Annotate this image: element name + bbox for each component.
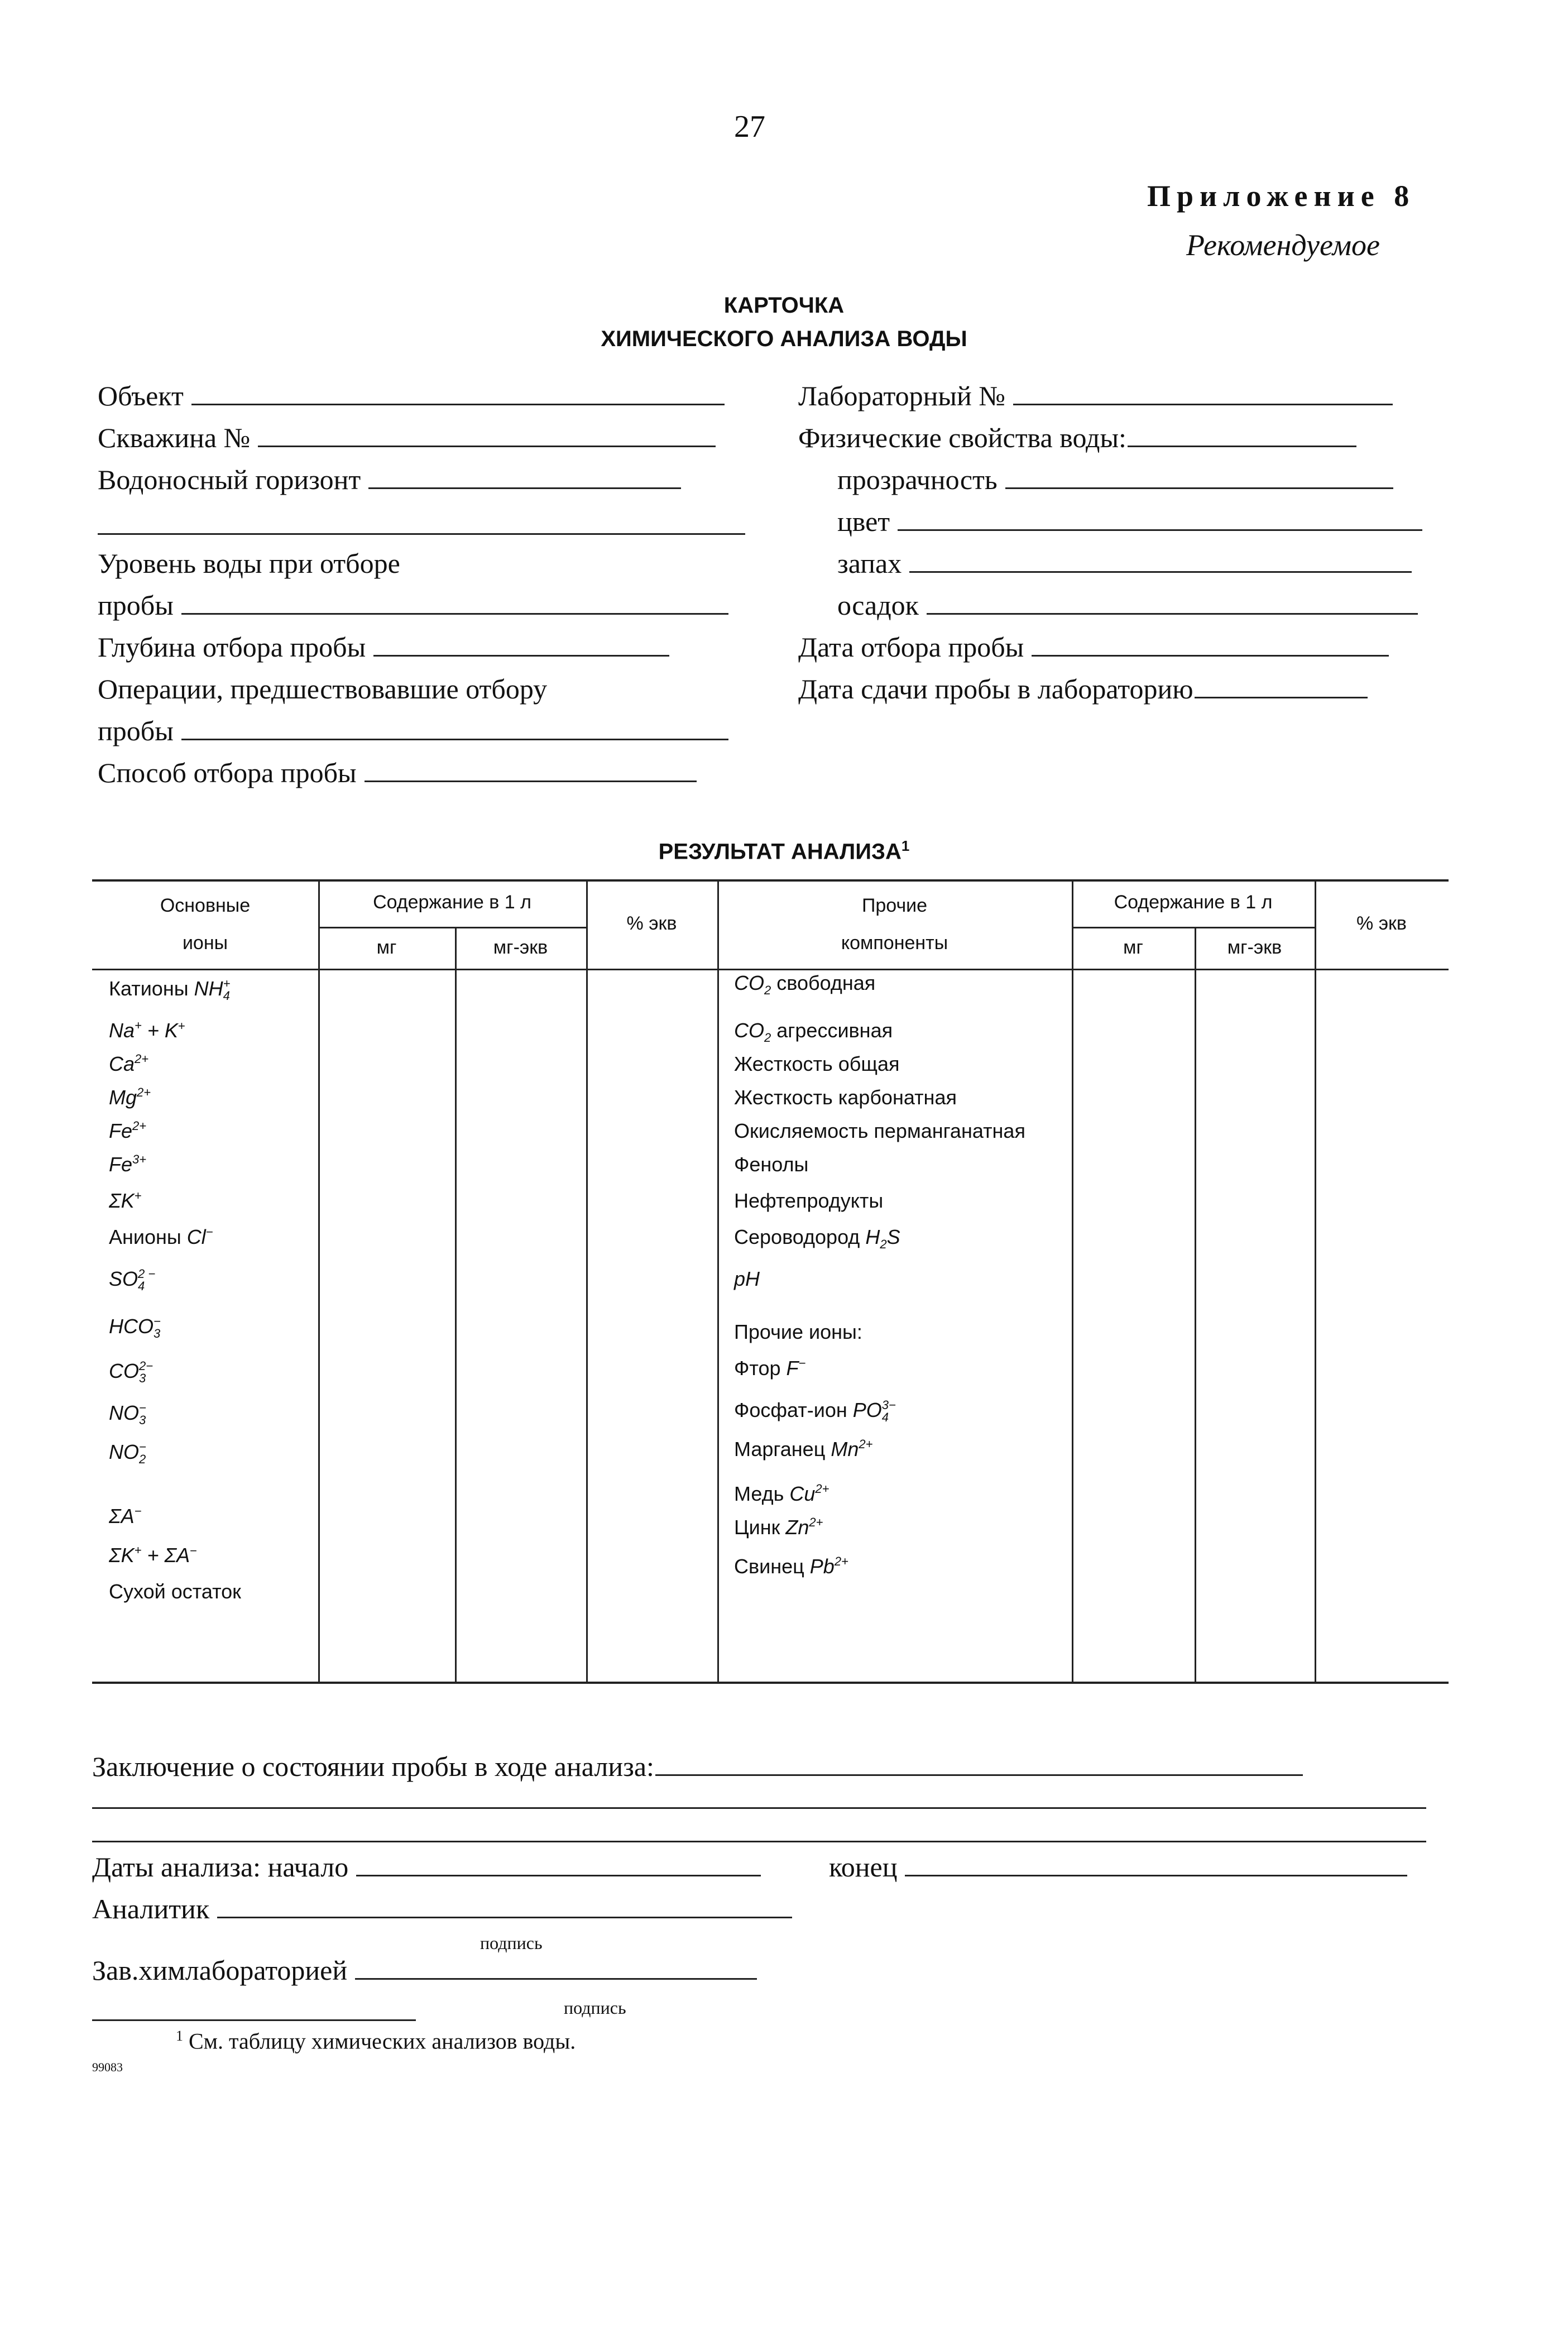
ion-row bbox=[109, 1505, 141, 1530]
row-formula: NO bbox=[109, 1440, 139, 1463]
color-line[interactable] bbox=[898, 529, 1422, 531]
formula-charge bbox=[764, 1019, 771, 1032]
formula-charge: − bbox=[798, 1356, 806, 1371]
ion-row bbox=[109, 1019, 185, 1044]
row-formula: HCO bbox=[109, 1315, 154, 1338]
method-label: Способ отбора пробы bbox=[98, 757, 357, 788]
footnote-mark: 1 bbox=[176, 2028, 183, 2044]
header-mgeq-right: мг-экв bbox=[1227, 937, 1282, 958]
formula-charge: + bbox=[134, 1543, 142, 1558]
delivery-date-line[interactable] bbox=[1195, 697, 1368, 698]
ion-row bbox=[109, 1225, 213, 1251]
row-label: Фенолы bbox=[734, 1153, 809, 1176]
formula-index bbox=[135, 1517, 142, 1530]
formula-charge: 2+ bbox=[815, 1482, 829, 1496]
lab-no-line[interactable] bbox=[1013, 404, 1393, 405]
row-formula: ΣK bbox=[109, 1189, 135, 1212]
date-end-line[interactable] bbox=[905, 1875, 1407, 1876]
row-formula: pH bbox=[734, 1267, 760, 1290]
component-row bbox=[734, 1153, 808, 1176]
smell-label: запах bbox=[837, 548, 902, 579]
conclusion-line-3[interactable] bbox=[92, 1841, 1426, 1842]
formula-charge: 2+ bbox=[137, 1085, 151, 1100]
component-row bbox=[734, 1225, 900, 1251]
row-formula-tail: S bbox=[886, 1225, 900, 1248]
row-label: Медь bbox=[734, 1482, 790, 1505]
row-formula: Fe bbox=[109, 1153, 133, 1176]
card-title-line1: КАРТОЧКА bbox=[723, 293, 845, 318]
header-mg-left: мг bbox=[376, 937, 397, 958]
date-start-line[interactable] bbox=[356, 1875, 761, 1876]
well-field[interactable] bbox=[98, 422, 716, 454]
row-label: Жесткость карбонатная bbox=[734, 1086, 957, 1109]
component-row bbox=[734, 1189, 883, 1213]
header-content-right: Содержание в 1 л bbox=[1114, 892, 1273, 913]
depth-label: Глубина отбора пробы bbox=[98, 631, 366, 663]
formula-charge: − bbox=[190, 1544, 197, 1558]
row-formula: H bbox=[865, 1225, 880, 1248]
conclusion-line[interactable] bbox=[655, 1774, 1303, 1776]
row-formula: Cl bbox=[186, 1225, 206, 1248]
row-label: Фосфат-ион bbox=[734, 1399, 853, 1421]
footnote bbox=[176, 2028, 576, 2054]
ion-row bbox=[109, 1267, 155, 1292]
formula-index: 2 bbox=[880, 1237, 887, 1252]
formula-index bbox=[135, 1202, 142, 1214]
formula-charge: 2+ bbox=[834, 1554, 848, 1569]
date-end-field[interactable] bbox=[829, 1851, 1407, 1883]
formula-charge: + bbox=[223, 976, 231, 991]
header-mgeq-left: мг-экв bbox=[493, 937, 548, 958]
sample-date-line[interactable] bbox=[1032, 655, 1389, 657]
ion-row bbox=[109, 1544, 197, 1569]
row-formula: Mg bbox=[109, 1086, 137, 1109]
row-formula: Ca bbox=[109, 1052, 135, 1075]
ion-row bbox=[109, 1086, 151, 1111]
component-row bbox=[734, 1357, 805, 1382]
physical-label: Физические свойства воды: bbox=[798, 422, 1126, 453]
formula-charge: − bbox=[154, 1314, 161, 1329]
formula-index: 2 bbox=[764, 1031, 771, 1045]
formula-charge: 3+ bbox=[132, 1152, 147, 1167]
formula-charge bbox=[880, 1226, 886, 1238]
lab-no-label: Лабораторный № bbox=[798, 380, 1005, 411]
header-mg-right: мг bbox=[1123, 937, 1143, 958]
aquifer-extra-line[interactable] bbox=[98, 533, 745, 535]
conclusion-label: Заключение о состоянии пробы в ходе анализа: bbox=[92, 1751, 654, 1782]
formula-index: 4 bbox=[223, 989, 230, 1003]
formula-index bbox=[835, 1568, 848, 1580]
results-table bbox=[92, 879, 1449, 1683]
delivery-date-label: Дата сдачи пробы в лабораторию bbox=[798, 673, 1193, 705]
formula-charge: 2+ bbox=[135, 1052, 149, 1066]
results-title-text: РЕЗУЛЬТАТ АНАЛИЗА bbox=[658, 839, 902, 864]
row-label: Нефтепродукты bbox=[734, 1189, 884, 1212]
conclusion-line-2[interactable] bbox=[92, 1807, 1426, 1809]
row-formula: F bbox=[786, 1357, 799, 1380]
header-content-left: Содержание в 1 л bbox=[373, 892, 531, 913]
operations-text-1: Операции, предшествовавшие отбору bbox=[98, 673, 548, 705]
header-other-1: Прочие bbox=[861, 895, 928, 916]
header-pct-right: % экв bbox=[1356, 913, 1407, 934]
analyst-label: Аналитик bbox=[92, 1893, 210, 1924]
signature-caption-1: подпись bbox=[480, 1933, 543, 1953]
sample-date-label: Дата отбора пробы bbox=[798, 631, 1024, 663]
date-start-label: Даты анализа: начало bbox=[92, 1851, 349, 1883]
formula-charge: − bbox=[139, 1440, 146, 1454]
row-formula: Pb bbox=[809, 1555, 835, 1578]
sediment-label: осадок bbox=[837, 590, 919, 621]
document-code: 99083 bbox=[92, 2060, 123, 2074]
formula-charge: + bbox=[134, 1189, 142, 1203]
depth-line[interactable] bbox=[373, 655, 669, 657]
component-row bbox=[734, 1320, 862, 1344]
header-other-2: компоненты bbox=[841, 932, 948, 954]
ion-row bbox=[109, 1580, 241, 1603]
appendix-status: Рекомендуемое bbox=[1186, 228, 1380, 262]
row-label: Анионы bbox=[109, 1225, 187, 1248]
component-row bbox=[734, 1399, 896, 1424]
row-formula: Mn bbox=[831, 1438, 859, 1461]
aquifer-field[interactable] bbox=[98, 463, 681, 496]
water-level-text-1: Уровень воды при отборе bbox=[98, 548, 400, 579]
row-formula: Na bbox=[109, 1019, 135, 1042]
row-label: Фтор bbox=[734, 1357, 787, 1380]
formula-charge: + bbox=[135, 1018, 142, 1033]
row-formula: ΣK bbox=[109, 1544, 135, 1567]
card-title-line2: ХИМИЧЕСКОГО АНАЛИЗА ВОДЫ bbox=[601, 327, 967, 351]
ion-row bbox=[109, 1153, 146, 1178]
smell-field[interactable] bbox=[837, 547, 1412, 580]
formula-index bbox=[206, 1238, 213, 1251]
ion-row bbox=[109, 1315, 161, 1340]
depth-field[interactable] bbox=[98, 631, 669, 663]
color-label: цвет bbox=[837, 506, 890, 537]
row-formula: CO bbox=[734, 1019, 764, 1042]
water-level-text-2: пробы bbox=[98, 590, 174, 621]
transparency-line[interactable] bbox=[1005, 487, 1393, 489]
formula-charge: 2− bbox=[139, 1359, 154, 1373]
sediment-field[interactable] bbox=[837, 589, 1418, 621]
formula-charge: 2+ bbox=[859, 1437, 873, 1452]
formula-charge bbox=[764, 972, 771, 984]
formula-index: 3 bbox=[139, 1371, 146, 1386]
results-title bbox=[0, 837, 1568, 864]
conclusion-field[interactable] bbox=[92, 1750, 1303, 1783]
formula-charge: 2 − bbox=[138, 1267, 156, 1281]
row-formula: ΣA bbox=[109, 1505, 135, 1528]
method-line[interactable] bbox=[365, 781, 697, 782]
operations-label-1 bbox=[98, 673, 547, 705]
transparency-field[interactable] bbox=[837, 463, 1393, 496]
row-formula: SO bbox=[109, 1267, 138, 1290]
water-level-line[interactable] bbox=[181, 613, 728, 615]
header-pct-left: % экв bbox=[626, 913, 677, 934]
row-label: Марганец bbox=[734, 1438, 831, 1461]
component-row bbox=[734, 1482, 829, 1507]
color-field[interactable] bbox=[837, 505, 1422, 538]
signature-caption-2: подпись bbox=[564, 1998, 626, 2018]
row-label-suffix: агрессивная bbox=[771, 1019, 893, 1042]
row-formula: NH bbox=[194, 977, 223, 1000]
water-level-label-1 bbox=[98, 547, 400, 580]
row-label-suffix: свободная bbox=[771, 971, 876, 994]
ion-row bbox=[109, 1189, 141, 1214]
row-formula: CO bbox=[109, 1359, 139, 1382]
results-footnote-mark: 1 bbox=[901, 837, 910, 854]
formula-index bbox=[809, 1529, 823, 1541]
formula-index: 3 bbox=[139, 1413, 146, 1428]
row-formula: PO bbox=[852, 1399, 882, 1421]
component-row bbox=[734, 1052, 900, 1076]
sample-date-field[interactable] bbox=[798, 631, 1389, 663]
transparency-label: прозрачность bbox=[837, 464, 998, 495]
physical-field[interactable] bbox=[798, 422, 1356, 454]
ion-row bbox=[109, 1401, 146, 1426]
ion-row bbox=[109, 1119, 146, 1145]
analyst-field[interactable] bbox=[92, 1893, 792, 1925]
ion-row bbox=[109, 1440, 146, 1466]
formula-charge: + bbox=[178, 1019, 185, 1033]
formula-charge: 2+ bbox=[809, 1515, 823, 1530]
delivery-date-field[interactable] bbox=[798, 673, 1368, 705]
row-label: Прочие ионы: bbox=[734, 1320, 862, 1343]
head-field[interactable] bbox=[92, 1954, 757, 1986]
formula-index bbox=[815, 1495, 829, 1507]
component-row bbox=[734, 1438, 872, 1463]
water-level-field[interactable] bbox=[98, 589, 728, 621]
formula-charge: 3− bbox=[881, 1398, 896, 1413]
component-row bbox=[734, 1086, 957, 1109]
formula-index bbox=[135, 1557, 142, 1569]
row-label: Свинец bbox=[734, 1555, 810, 1578]
formula-index: 3 bbox=[154, 1327, 161, 1341]
formula-index bbox=[135, 1065, 148, 1078]
formula-charge: 2+ bbox=[132, 1119, 147, 1133]
head-label: Зав.химлабораторией bbox=[92, 1955, 348, 1986]
formula-index: 4 bbox=[138, 1279, 145, 1294]
object-label: Объект bbox=[98, 380, 184, 411]
formula-index bbox=[799, 1370, 806, 1382]
component-row bbox=[734, 1119, 1025, 1143]
row-label: Сухой остаток bbox=[109, 1580, 241, 1603]
object-field[interactable] bbox=[98, 380, 725, 412]
row-label: Цинк bbox=[734, 1516, 786, 1539]
formula-index bbox=[132, 1166, 146, 1178]
row-formula: CO bbox=[734, 971, 764, 994]
operations-text-2: пробы bbox=[98, 715, 174, 746]
component-row bbox=[734, 971, 875, 997]
operations-field[interactable] bbox=[98, 715, 728, 747]
row-formula: NO bbox=[109, 1401, 139, 1424]
formula-index bbox=[859, 1450, 872, 1463]
ion-row bbox=[109, 1359, 153, 1385]
row-label: Окисляемость перманганатная bbox=[734, 1119, 1025, 1142]
sediment-line[interactable] bbox=[927, 613, 1418, 615]
well-label: Скважина № bbox=[98, 422, 251, 453]
lab-no-field[interactable] bbox=[798, 380, 1393, 412]
smell-line[interactable] bbox=[909, 571, 1412, 573]
aquifer-label: Водоносный горизонт bbox=[98, 464, 361, 495]
formula-index: 2 bbox=[139, 1452, 146, 1467]
well-line[interactable] bbox=[258, 446, 716, 447]
component-row bbox=[734, 1516, 823, 1541]
head-line[interactable] bbox=[355, 1978, 757, 1980]
appendix-title: Приложение 8 bbox=[1147, 179, 1416, 213]
row-label: Катионы bbox=[109, 977, 194, 1000]
component-row bbox=[734, 1019, 893, 1044]
formula-index bbox=[137, 1099, 151, 1111]
aquifer-line[interactable] bbox=[368, 487, 681, 489]
operations-line[interactable] bbox=[181, 739, 728, 740]
ion-row bbox=[109, 1052, 148, 1078]
page-number: 27 bbox=[734, 109, 765, 144]
row-label: Сероводород bbox=[734, 1225, 866, 1248]
formula-charge: − bbox=[134, 1504, 142, 1519]
formula-index: 4 bbox=[881, 1410, 889, 1425]
formula-charge: − bbox=[205, 1225, 213, 1239]
row-formula: Fe bbox=[109, 1119, 133, 1142]
ion-row bbox=[109, 977, 230, 1002]
row-formula-extra: + ΣA bbox=[141, 1544, 190, 1567]
row-formula-extra: + K bbox=[141, 1019, 178, 1042]
date-start-field[interactable] bbox=[92, 1851, 761, 1883]
row-formula: Cu bbox=[789, 1482, 816, 1505]
header-main-ions-1: Основные bbox=[160, 895, 251, 916]
formula-index bbox=[132, 1132, 146, 1145]
date-end-label: конец bbox=[829, 1851, 898, 1883]
footnote-text: См. таблицу химических анализов воды. bbox=[189, 2028, 576, 2054]
component-row bbox=[734, 1555, 848, 1580]
formula-index: 2 bbox=[764, 983, 771, 998]
formula-index bbox=[135, 1032, 142, 1044]
analyst-line[interactable] bbox=[217, 1917, 792, 1918]
row-label: Жесткость общая bbox=[734, 1052, 900, 1075]
row-formula: Zn bbox=[785, 1516, 809, 1539]
formula-charge: − bbox=[139, 1401, 146, 1415]
footnote-separator bbox=[92, 2019, 416, 2021]
physical-line[interactable] bbox=[1128, 446, 1356, 447]
object-line[interactable] bbox=[191, 404, 725, 405]
method-field[interactable] bbox=[98, 756, 697, 789]
component-row bbox=[734, 1267, 760, 1291]
header-main-ions-2: ионы bbox=[182, 932, 228, 954]
